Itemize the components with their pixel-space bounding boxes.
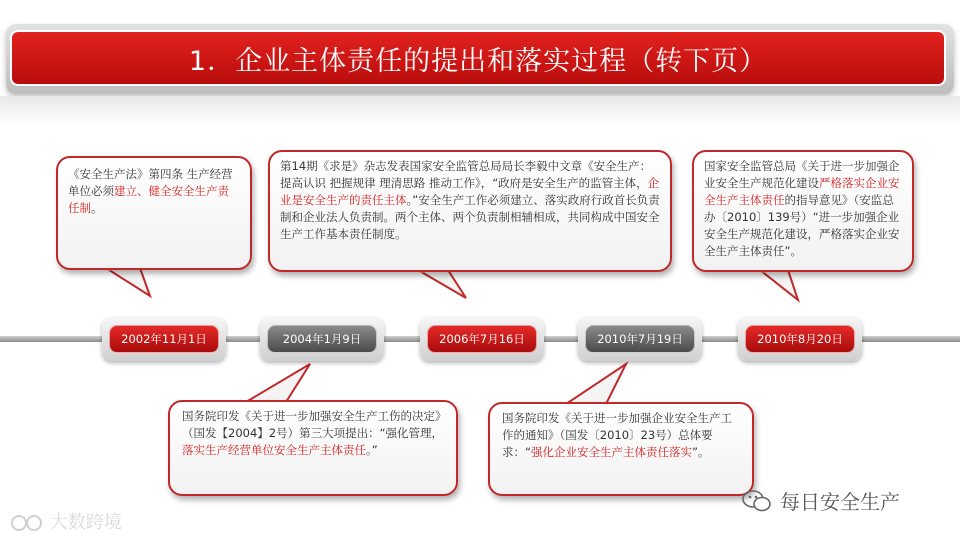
callout-2004-text: 国务院印发《关于进一步加强安全生产工伤的决定》（国发【2004】2号）第三大项提出：“强化管理， — [182, 409, 444, 440]
callout-tail — [756, 270, 826, 310]
callout-2006-highlight: 企业是安全生产的责任主体 — [280, 176, 660, 207]
callout-2006-text-end: 。”安全生产工作必须建立、落实政府行政首长负责制和企业法人负责制。两个主体、两个负责制相辅相成，共同构成中国安全生产工作基本责任制度。 — [280, 193, 660, 241]
timeline-date: 2006年7月16日 — [427, 325, 537, 353]
timeline-node-2010-aug[interactable] — [738, 317, 862, 361]
callout-tail — [100, 268, 170, 308]
callout-2002 — [56, 156, 252, 270]
cc-logo-icon — [10, 513, 44, 533]
callout-2010-jul-text-end: ”。 — [691, 445, 710, 459]
timeline-node-2002[interactable] — [102, 317, 226, 361]
callout-2010-aug-highlight: 严格落实企业安全生产主体责任 — [704, 176, 900, 207]
callout-2010-jul-highlight: 强化企业安全生产主体责任落实 — [530, 445, 692, 459]
watermark-left-text: 大数跨境 — [49, 512, 122, 533]
callout-2004-highlight: 落实生产经营单位安全生产主体责任 — [182, 443, 366, 457]
page-title: 1．企业主体责任的提出和落实过程（转下页） — [10, 30, 946, 86]
callout-2010-jul-text: 国务院印发《关于进一步加强企业安全生产工作的通知》（国发〔2010〕23号）总体要求：“ — [502, 411, 732, 459]
callout-2006 — [268, 150, 672, 272]
watermark-right — [742, 486, 900, 515]
callout-2002-text-end: 。 — [91, 201, 103, 215]
banner-shadow — [0, 96, 960, 126]
callout-2002-text: 《安全生产法》第四条 生产经营单位必须 — [68, 167, 233, 198]
timeline-date: 2004年1月9日 — [267, 325, 377, 353]
callout-2002-highlight: 建立、健全安全生产责任制 — [68, 184, 229, 215]
wechat-icon — [742, 488, 772, 514]
timeline-node-2004[interactable] — [260, 317, 384, 361]
timeline-node-2010-jul[interactable] — [578, 317, 702, 361]
callout-2010-aug-text: 国家安全监管总局《关于进一步加强企业安全生产规范化建设 — [704, 159, 900, 190]
timeline-node-2006[interactable] — [420, 317, 544, 361]
watermark-left — [10, 508, 122, 534]
timeline-date: 2010年7月19日 — [585, 325, 695, 353]
callout-2010-jul — [488, 402, 754, 496]
callout-2004-text-end: 。” — [366, 443, 378, 457]
callout-2006-text: 第14期《求是》杂志发表国家安全监管总局局长李毅中文章《安全生产：提高认识 把握规律 理清思路 推动工作》，“政府是安全生产的监管主体， — [280, 159, 652, 190]
callout-tail — [414, 270, 484, 310]
watermark-right-text: 每日安全生产 — [780, 490, 900, 514]
callout-2004 — [168, 400, 458, 496]
timeline-date: 2002年11月1日 — [109, 325, 219, 353]
callout-2010-aug — [692, 150, 914, 272]
callout-2010-aug-text-end: 的指导意见》（安监总办〔2010〕139号）“进一步加强企业安全生产规范化建设，严格落实企业安全生产主体责任”。 — [704, 193, 900, 258]
timeline-date: 2010年8月20日 — [745, 325, 855, 353]
